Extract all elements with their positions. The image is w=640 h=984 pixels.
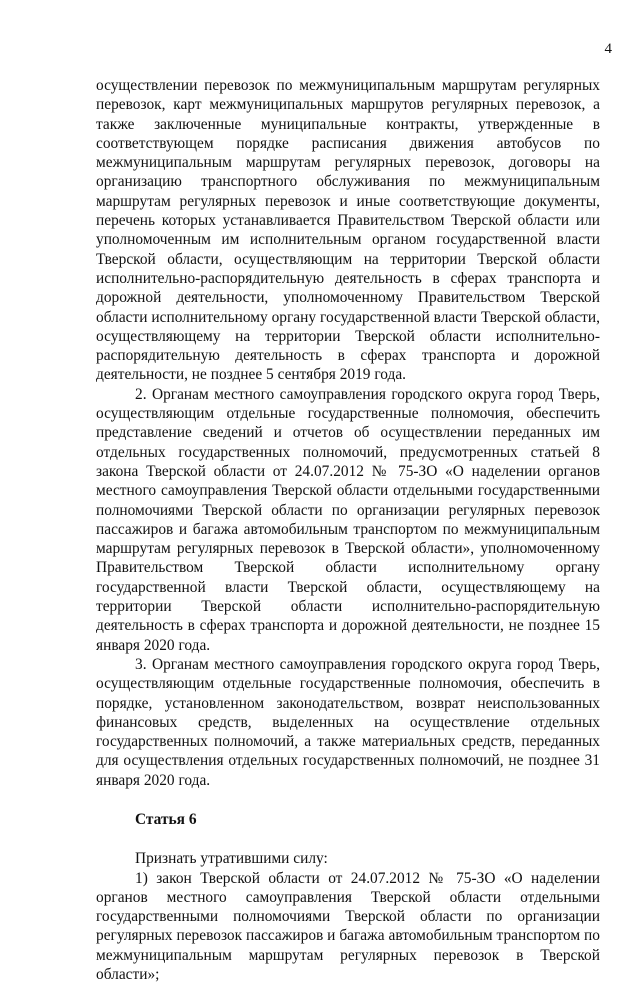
article-heading: Статья 6 bbox=[135, 810, 197, 828]
paragraph-continuation: осуществлении перевозок по межмуниципальным маршрутам регулярных перевозок, карт межмуниципальных маршрутов регулярных перевозок, а также заключенные муниципальные контракты, утвержденные в соответствующем порядке расписания движения автобусов по межмуниципальным маршрутам регулярных перевозок, договоры на организацию транспортного обслуживания по межмуниципальным маршрутам регулярных перевозок и иные соответствующие документы, перечень которых устанавливается Правительством Тверской области или уполномоченным им исполнительным органом государственной власти Тверской области, осуществляющим на территории Тверской области исполнительно-распорядительную деятельность в сферах транспорта и дорожной деятельности, уполномоченному Правительством Тверской области исполнительному органу государственной власти Тверской области, осуществляющему на территории Тверской области исполнительно-распорядительную деятельность в сферах транспорта и дорожной деятельности, не позднее 5 сентября 2019 года. bbox=[96, 77, 600, 384]
document-body bbox=[96, 76, 600, 984]
paragraph-repeal-intro: Признать утратившими силу: bbox=[135, 850, 328, 868]
paragraph-repeal-item-1: 1) закон Тверской области от 24.07.2012 № 75-ЗО «О наделении органов местного самоуправления Тверской области отдельными государственными полномочиями Тверской области по организации регулярных перевозок пассажиров и багажа автомобильным транспортом по межмуниципальным маршрутам регулярных перевозок в Тверской области»; bbox=[96, 869, 600, 984]
page-number: 4 bbox=[604, 41, 612, 57]
paragraph-item-3: 3. Органам местного самоуправления городского округа город Тверь, осуществляющим отдельные государственные полномочия, обеспечить в порядке, установленном законодательством, возврат неиспользованных финансовых средств, выделенных на осуществление отдельных государственных полномочий, а также материальных средств, переданных для осуществления отдельных государственных полномочий, не позднее 31 января 2020 года. bbox=[96, 655, 600, 789]
paragraph-item-2: 2. Органам местного самоуправления городского округа город Тверь, осуществляющим отдельные государственные полномочия, обеспечить представление сведений и отчетов об осуществлении переданных им отдельных государственных полномочий, предусмотренных статьей 8 закона Тверской области от 24.07.2012 № 75-ЗО «О наделении органов местного самоуправления Тверской области отдельными государственными полномочиями Тверской области по организации регулярных перевозок пассажиров и багажа автомобильным транспортом по межмуниципальным маршрутам регулярных перевозок в Тверской области», уполномоченному Правительством Тверской области исполнительному органу государственной власти Тверской области, осуществляющему на территории Тверской области исполнительно-распорядительную деятельность в сферах транспорта и дорожной деятельности, не позднее 15 января 2020 года. bbox=[96, 385, 600, 654]
